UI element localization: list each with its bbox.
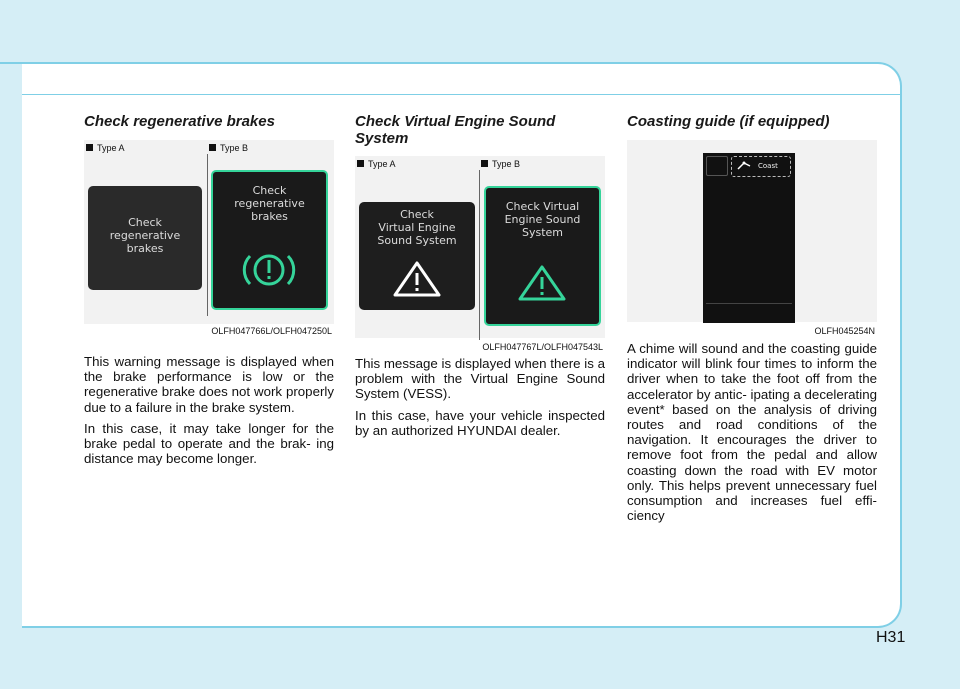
paragraph: This message is displayed when there is a problem with the Virtual Engine Sound System (VESS). bbox=[355, 356, 605, 402]
display-rule bbox=[706, 303, 792, 304]
card-text: Check regenerative brakes bbox=[234, 184, 305, 223]
figure bbox=[84, 140, 334, 336]
cluster-display bbox=[703, 153, 795, 323]
coast-foot-icon bbox=[736, 160, 752, 172]
paragraph: In this case, it may take longer for the brake pedal to operate and the brak- ing distance may become longer. bbox=[84, 420, 334, 467]
display-slot bbox=[706, 156, 728, 176]
type-b-message-card bbox=[211, 170, 328, 310]
figure-code: OLFH047767L/OLFH047543L bbox=[482, 342, 603, 352]
figure-divider bbox=[207, 154, 208, 316]
page-border-left bbox=[0, 62, 22, 64]
coast-label: Coast bbox=[758, 162, 778, 170]
section-virtual-engine-sound bbox=[355, 113, 605, 438]
regen-brake-warning-icon bbox=[241, 248, 297, 292]
header-rule bbox=[22, 94, 900, 95]
figure-code: OLFH047766L/OLFH047250L bbox=[211, 326, 332, 336]
card-text: Check Virtual Engine Sound System bbox=[377, 208, 457, 247]
paragraph: This warning message is displayed when the brake performance is low or the regenerative brake does not work properly due to a failure in the brake system. bbox=[84, 354, 334, 415]
type-a-label: Type A bbox=[86, 143, 125, 153]
page-number: H31 bbox=[876, 629, 906, 646]
card-text: Check regenerative brakes bbox=[109, 216, 181, 255]
section-regenerative-brakes bbox=[84, 113, 334, 466]
coast-indicator bbox=[731, 156, 791, 177]
warning-triangle-icon bbox=[517, 264, 567, 302]
paragraph: A chime will sound and the coasting guide indicator will blink four times to inform the driver when to take the foot off from the accelerator by antic- ipating a decelerating event* based on the analysis of driving routes and road conditions of the navigation. It encourages the driver to remove foot from the pedal and allow coasting down the road with EV motor only. This helps prevent unnecessary fuel consumption and increases fuel effi- ciency bbox=[627, 341, 877, 524]
warning-triangle-icon bbox=[392, 260, 442, 298]
type-a-message-card bbox=[88, 186, 202, 290]
section-title: Coasting guide (if equipped) bbox=[627, 113, 830, 130]
type-a-message-card bbox=[359, 202, 475, 310]
section-coasting-guide bbox=[627, 113, 877, 523]
type-b-message-card bbox=[484, 186, 601, 326]
figure-code: OLFH045254N bbox=[814, 326, 875, 336]
type-a-label: Type A bbox=[357, 159, 396, 169]
card-text: Check Virtual Engine Sound System bbox=[504, 200, 581, 239]
figure bbox=[627, 140, 877, 336]
paragraph: In this case, have your vehicle inspected by an authorized HYUNDAI dealer. bbox=[355, 407, 605, 438]
figure bbox=[355, 156, 605, 352]
figure-divider bbox=[479, 170, 480, 340]
section-title: Check regenerative brakes bbox=[84, 113, 275, 130]
section-title: Check Virtual Engine Sound System bbox=[355, 113, 556, 147]
type-b-label: Type B bbox=[481, 159, 520, 169]
type-b-label: Type B bbox=[209, 143, 248, 153]
